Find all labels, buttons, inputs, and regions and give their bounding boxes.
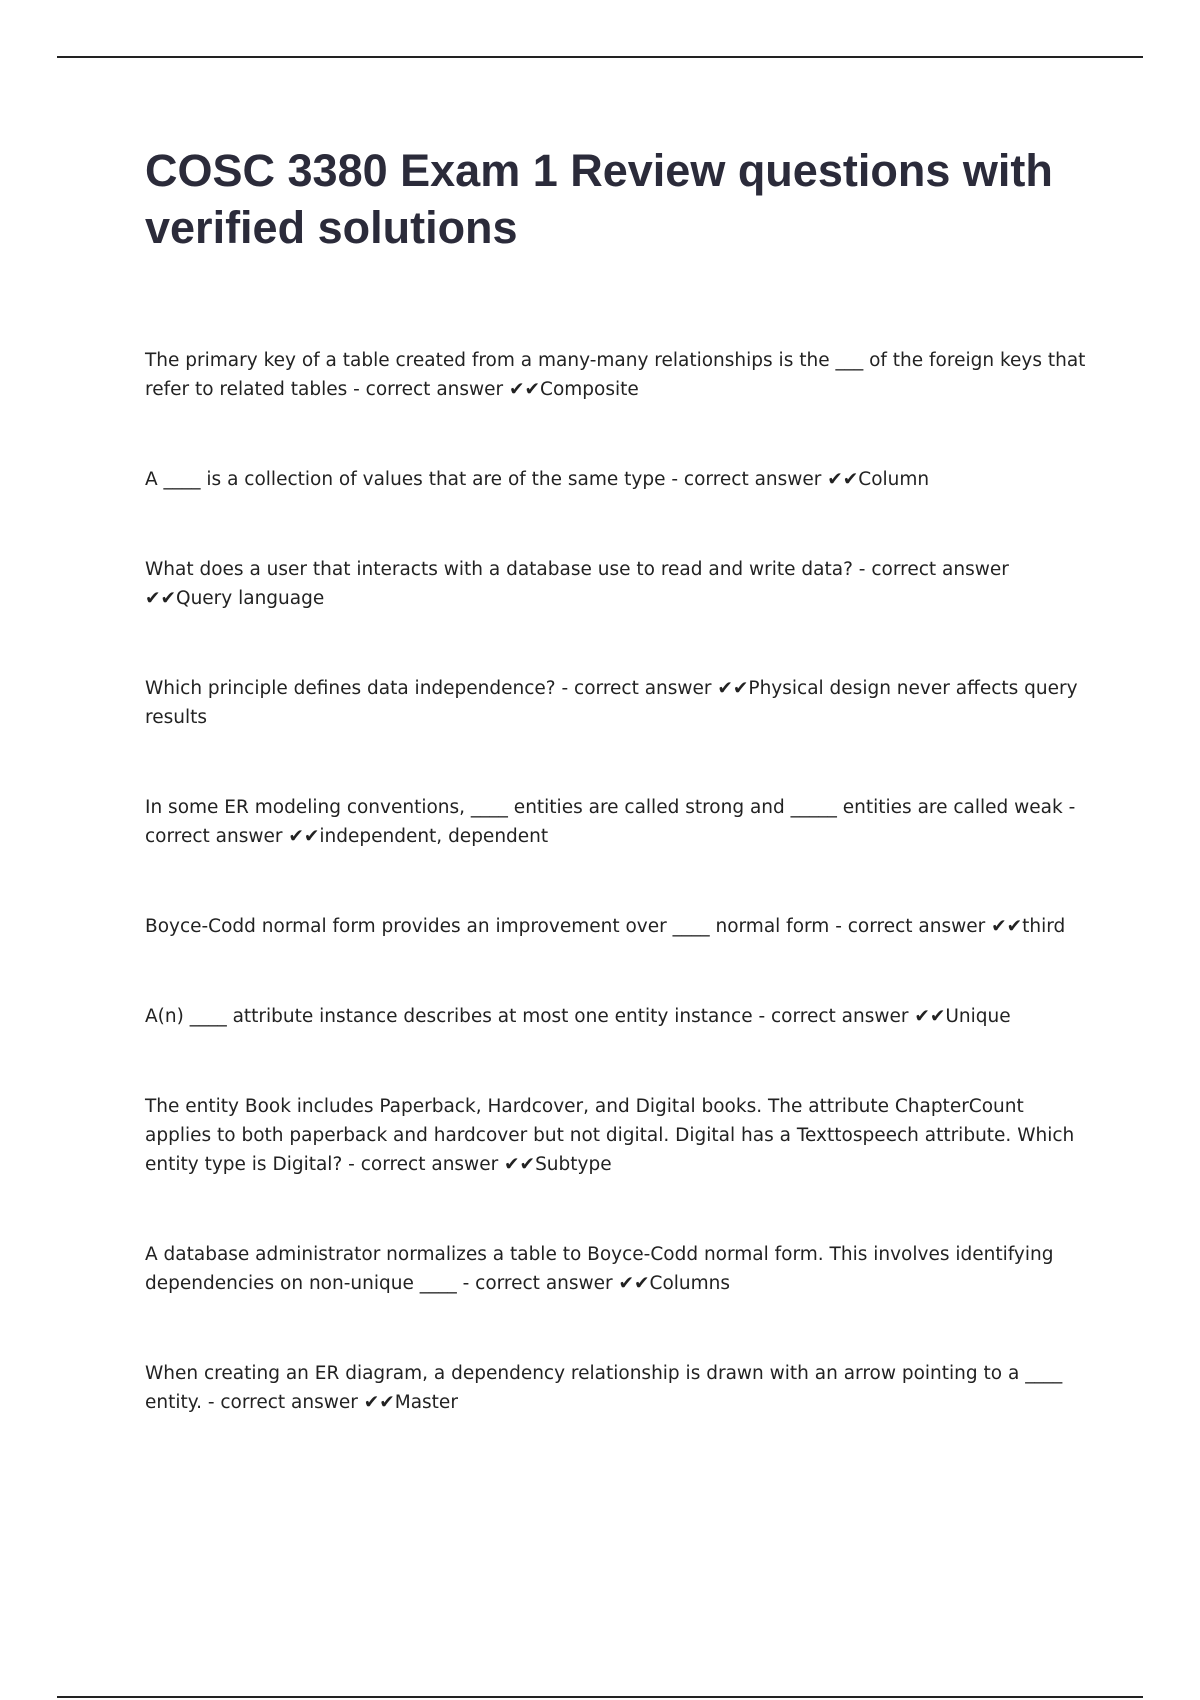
question-item-3: What does a user that interacts with a database use to read and write data? - correct answer ✔✔Query language	[145, 559, 1009, 609]
question-item-7: A(n) ____ attribute instance describes at most one entity instance - correct answer ✔✔Unique	[145, 1006, 1011, 1027]
question-item-10: When creating an ER diagram, a dependency relationship is drawn with an arrow pointing to a ____ entity. - correct answer ✔✔Master	[145, 1363, 1063, 1413]
question-item-9: A database administrator normalizes a table to Boyce-Codd normal form. This involves identifying dependencies on non-unique ____ - correct answer ✔✔Columns	[145, 1244, 1054, 1294]
question-item-4: Which principle defines data independence? - correct answer ✔✔Physical design never affects query results	[145, 678, 1078, 728]
question-item-5: In some ER modeling conventions, ____ entities are called strong and _____ entities are called weak - correct answer ✔✔independent, dependent	[145, 797, 1076, 847]
question-item-1: The primary key of a table created from a many-many relationships is the ___ of the foreign keys that refer to related tables - correct answer ✔✔Composite	[145, 350, 1086, 400]
question-list	[145, 346, 1090, 1478]
question-item-2: A ____ is a collection of values that are of the same type - correct answer ✔✔Column	[145, 469, 930, 490]
question-item-8: The entity Book includes Paperback, Hardcover, and Digital books. The attribute ChapterCount applies to both paperback and hardcover but not digital. Digital has a Texttospeech attribute. Which entity type is Digital? - correct answer ✔✔Subtype	[145, 1096, 1075, 1175]
page-title: COSC 3380 Exam 1 Review questions with verified solutions	[145, 145, 1053, 253]
top-divider	[57, 56, 1143, 58]
bottom-divider	[57, 1696, 1143, 1698]
question-item-6: Boyce-Codd normal form provides an improvement over ____ normal form - correct answer ✔✔third	[145, 916, 1066, 937]
